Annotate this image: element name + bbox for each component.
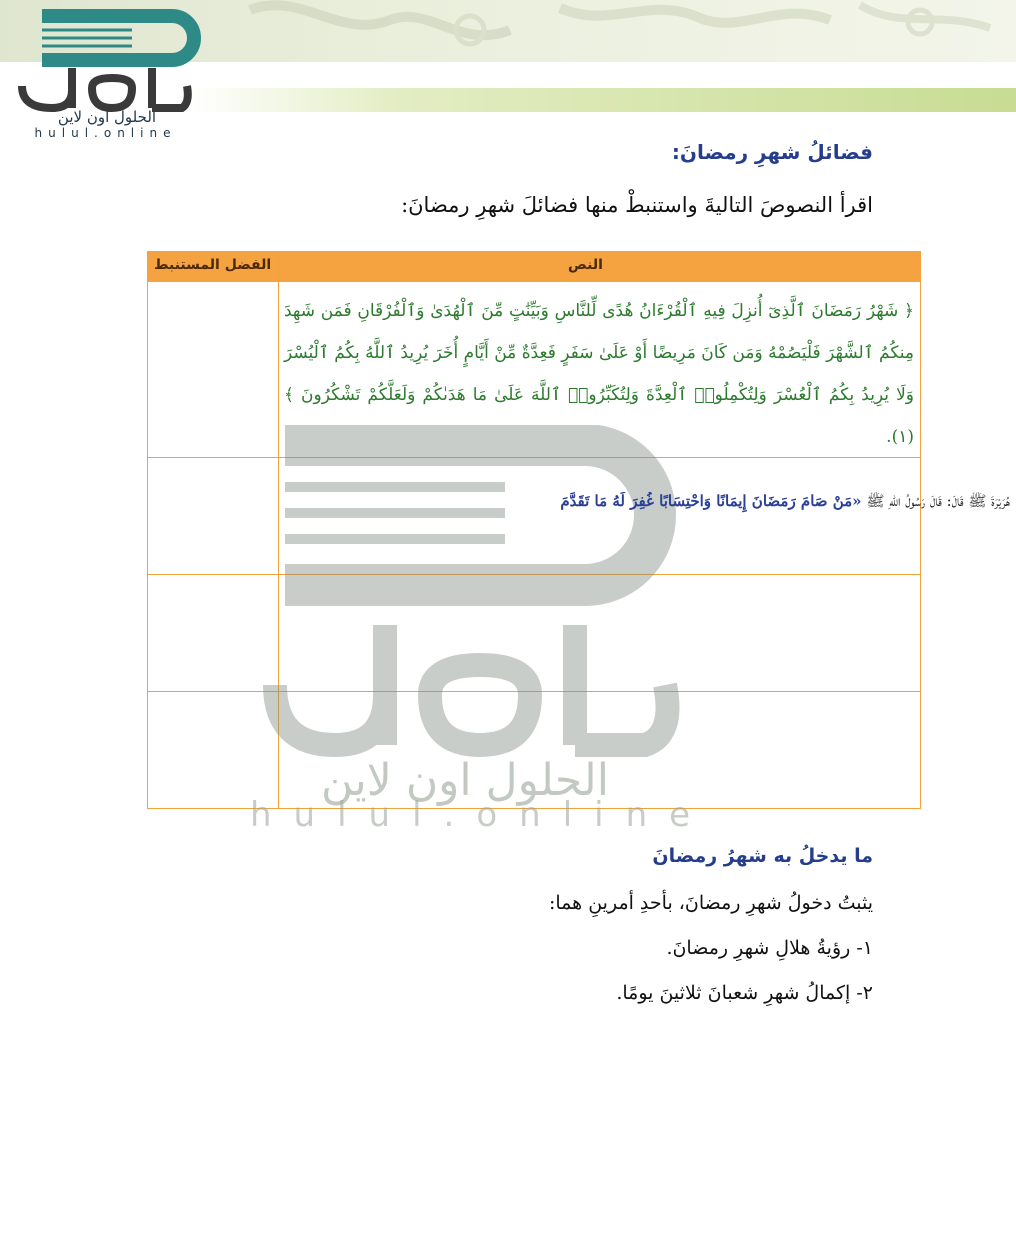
watermark-arabic-text: الحلول اون لاين (321, 755, 609, 806)
header-text-column: النص (568, 257, 603, 273)
list-item: ٢- إكمالُ شهرِ شعبانَ ثلاثينَ يومًا. (616, 982, 873, 1004)
hadith-quote: «مَنْ صَامَ رَمَضَانَ إِيمَانًا وَاحْتِسَابًا غُفِرَ لَهُ مَا تَقَدَّمَ (560, 492, 862, 510)
section-title-start-of-ramadan: ما يدخلُ به شهرُ رمضانَ (652, 845, 873, 867)
list-item: ١- رؤيةُ هلالِ شهرِ رمضانَ. (666, 937, 873, 959)
intro-paragraph: يثبتُ دخولُ شهرِ رمضانَ، بأحدِ أمرينِ هما: (548, 892, 873, 914)
logo-arabic-caption: الحلول اون لاين (57, 108, 157, 126)
header-green-stripe (190, 88, 1016, 112)
section-title-virtues: فضائلُ شهرِ رمضانَ: (671, 140, 873, 164)
watermark-latin-text: hulul.online (250, 795, 713, 835)
table-row-quran-verse: ﴿ شَهْرُ رَمَضَانَ ٱلَّذِىٓ أُنزِلَ فِيهِ ٱلْقُرْءَانُ هُدًى لِّلنَّاسِ وَبَيِّنَٰتٍ مِّنَ ٱلْهُدَىٰ وَٱلْفُرْقَانِ فَمَن شَهِدَ مِنكُمُ ٱلشَّهْرَ فَلْيَصُمْهُ وَمَن كَانَ مَرِيضًا أَوْ عَلَىٰ سَفَرٍ فَعِدَّةٌ مِّنْ أَيَّامٍ أُخَرَ يُرِيدُ ٱللَّهُ بِكُمُ ٱلْيُسْرَ وَلَا يُرِيدُ بِكُمُ ٱلْعُسْرَ وَلِتُكْمِلُوا۟ ٱلْعِدَّةَ وَلِتُكَبِّرُوا۟ ٱللَّهَ عَلَىٰ مَا هَدَىٰكُمْ وَلَعَلَّكُمْ تَشْكُرُونَ ﴾ (١). (284, 301, 914, 447)
table-header (148, 252, 920, 282)
table-row-hadith (380, 492, 1010, 514)
hadith-narrator: هُرَيْرَةَ ﷺ قَالَ: قَالَ رَسُولُ اللهِ ﷺ (866, 492, 1010, 510)
header-virtue-column: الفضل المستنبط (154, 257, 272, 273)
logo-latin-caption: hulul.online (34, 126, 177, 140)
instruction-text: اقرأ النصوصَ التاليةَ واستنبطْ منها فضائلَ شهرِ رمضانَ: (401, 193, 873, 217)
